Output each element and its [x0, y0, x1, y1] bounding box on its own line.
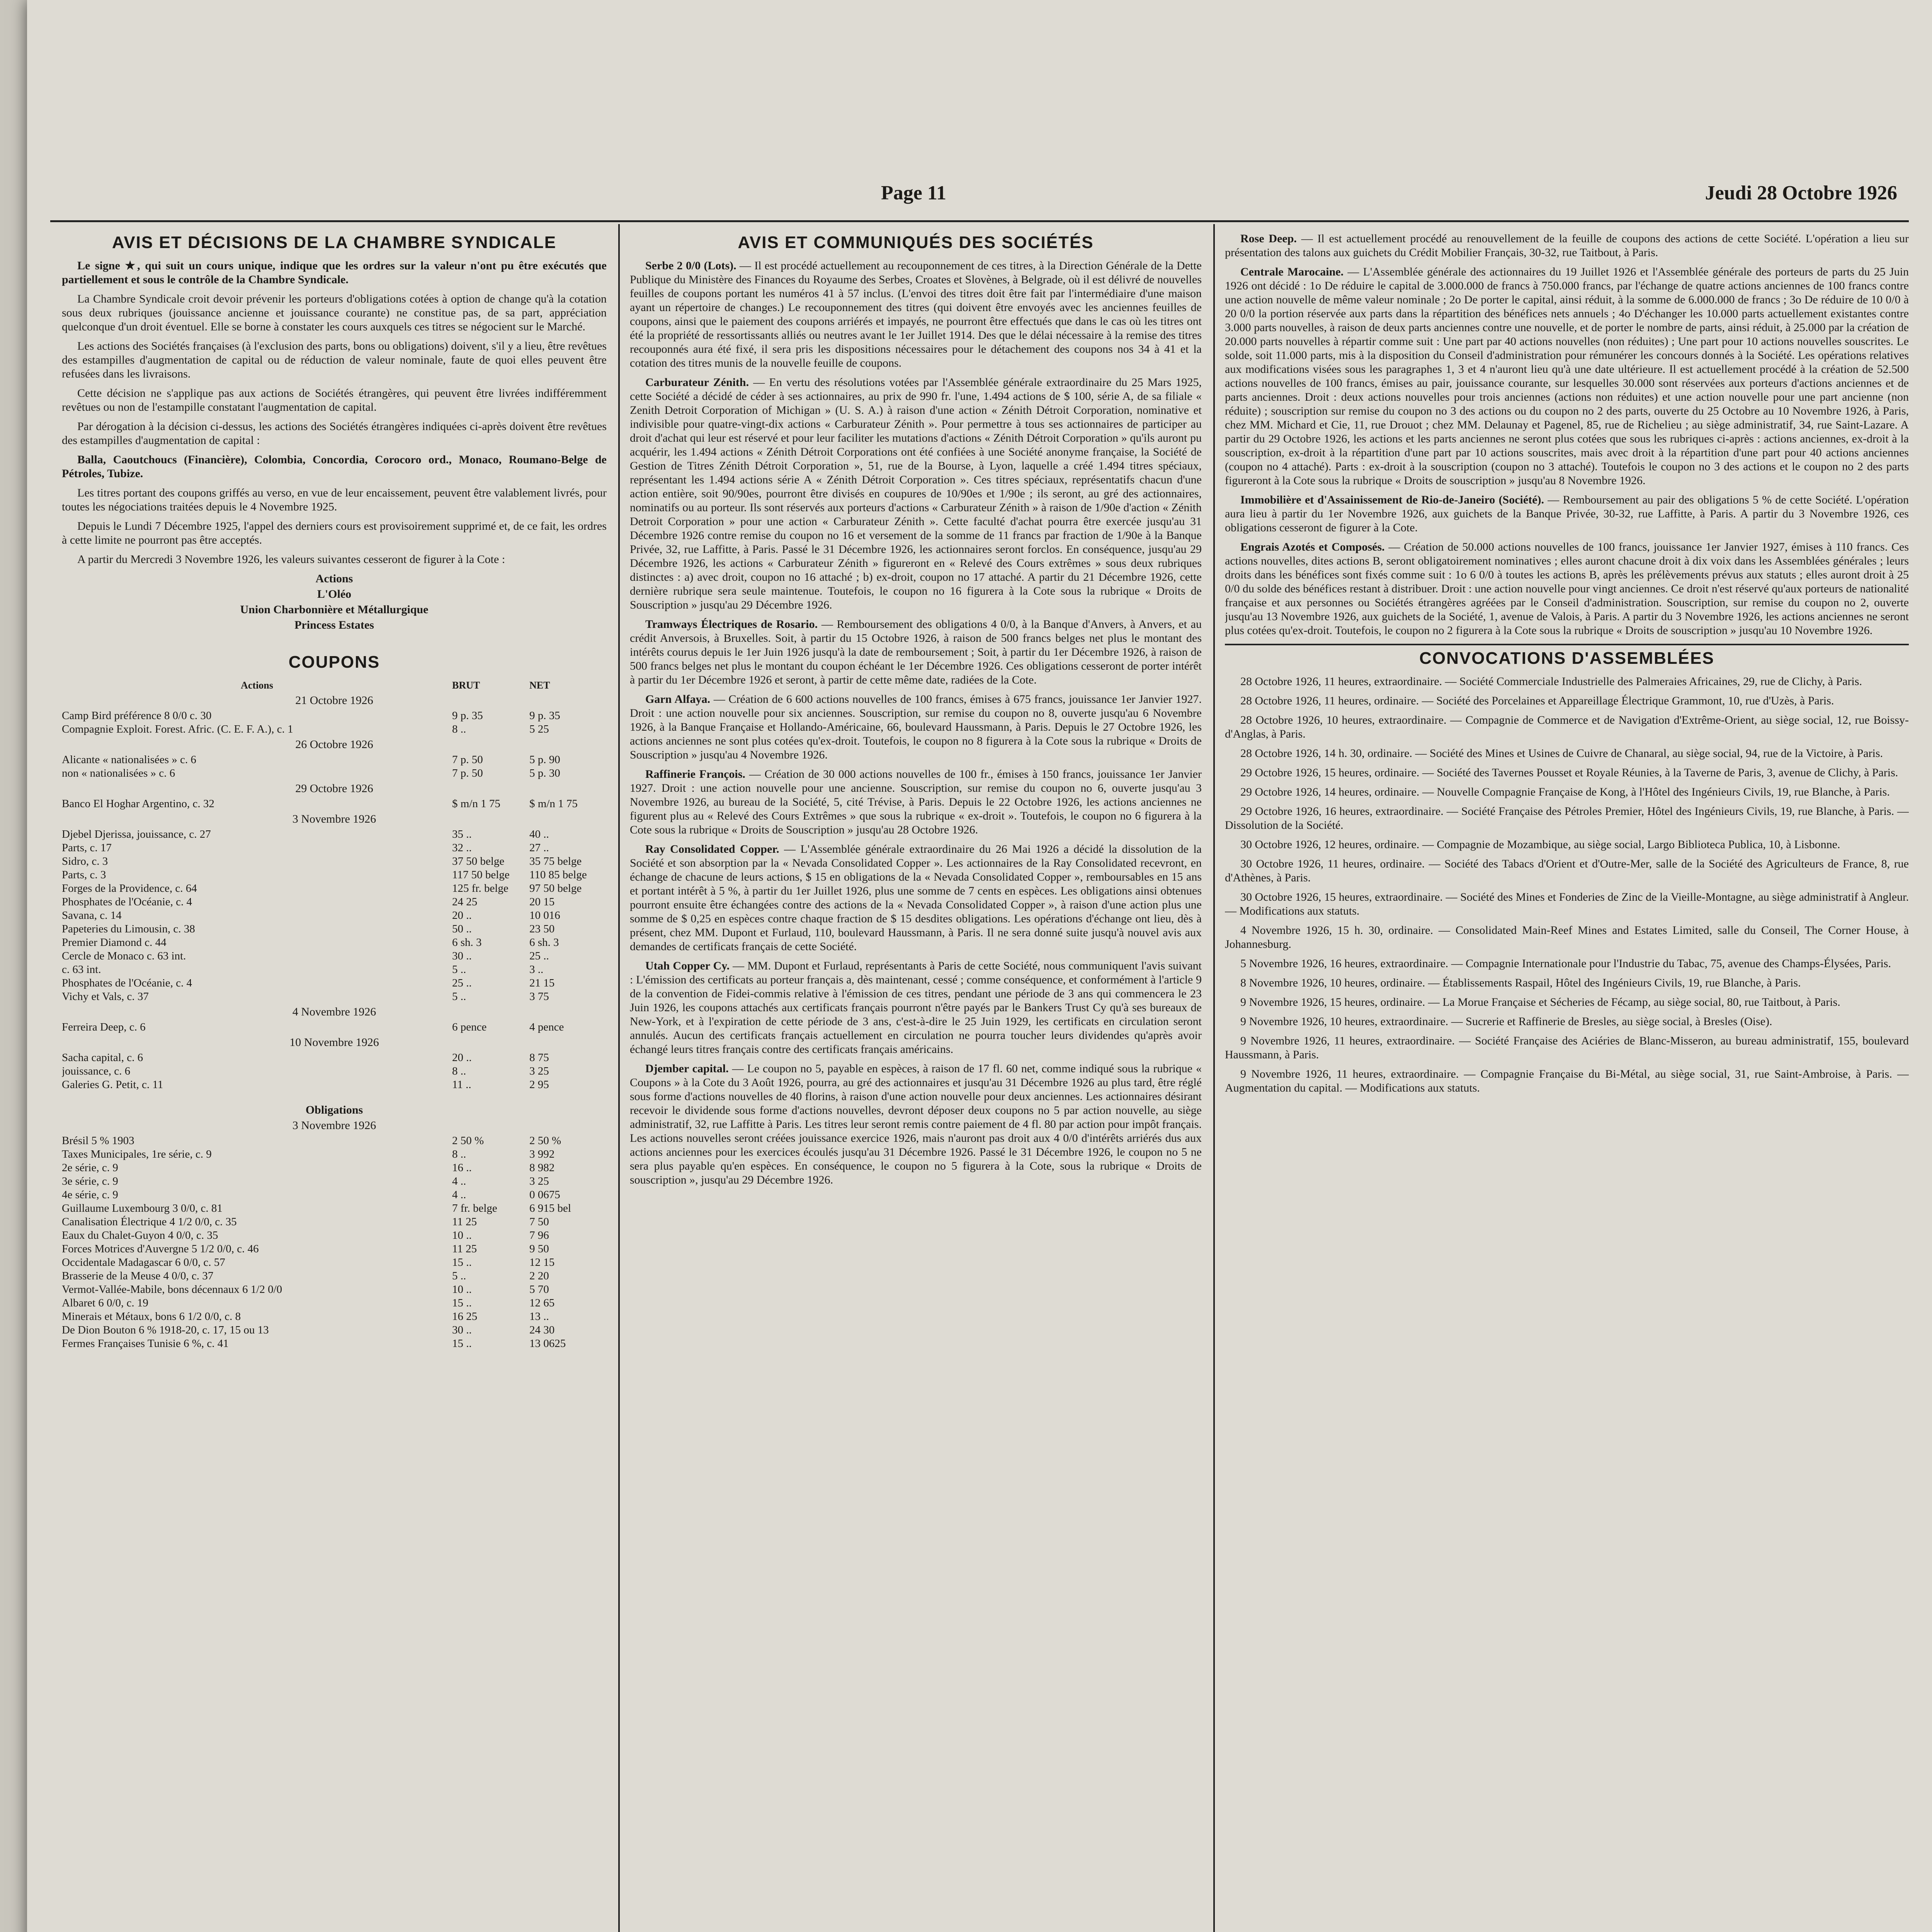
notice-company: Garn Alfaya. [645, 693, 710, 706]
coupon-row: Banco El Hoghar Argentino, c. 32 $ m/n 1 75 $ m/n 1 75 [62, 798, 578, 810]
col-divider-1 [618, 224, 620, 1932]
notice-text: — L'Assemblée générale des actionnaires du 19 Juillet 1926 et l'Assemblée générale des porteurs de parts du 25 Juin 1926 ont décidé : 1o De réduire le capital de 3.000.000 de francs à 750.000 francs, par l'échange de quatre actions anciennes de 100 francs contre une action nouvelle de même valeur nominale ; 2o De porter le capital, ainsi réduit, à la somme de 6.000.000 de francs ; 3o De réduire de 10 0/0 à 20 0/0 la portion réservée aux parts dans la répartition des bénéfices nets annuels ; 4o D'échanger les 10.000 parts actuellement existantes contre 3.000 parts nouvelles, à raison de deux parts anciennes contre une nouvelle, et de porter le nombre de parts, ainsi réduit, à 25.000 par la création de 20.000 parts nouvelles à répartir comme suit : Une part par 40 actions nouvelles (non réduites) ; Une part pour 10 actions nouvelles souscrites. Le solde, soit 11.000 parts, mis à la disposition du Conseil d'administration pour rémunérer les concours donnés à la Société. Les opérations relatives aux modifications visées sous les paragraphes 1, 3 et 4 n'auront lieu qu'à une date ultérieure. Il est actuellement procédé à la création de 52.500 actions nouvelles de 100 francs, émises au pair, jouissance courante, sur lesquelles 30.000 sont réservées aux porteurs d'actions anciennes et de parts anciennes. Droit : deux actions nouvelles pour trois anciennes (actions non réduites) et une action nouvelle pour une part ancienne (non réduite) ; souscription sur remise du coupon no 3 des actions ou du coupon no 2 des parts, ouverte du 25 Octobre au 10 Novembre 1926, à Paris, chez MM. Michard et Cie, 11, rue Drouot ; chez MM. Delaunay et Pagenel, 85, rue de Richelieu ; au siège administratif, 34, rue Saint-Lazare. A partir du 29 Octobre 1926, les actions et les parts anciennes ne seront plus cotées que sous les rubriques ci-après : actions anciennes, ex-droit à la souscription, ex-droit à la répartition d'une part par 10 actions souscrites, mais avec droit à la répartition d'une part pour 40 actions anciennes (coupon no 4 attaché). Parts : ex-droit à la souscription (coupon no 3 attaché). Toutefois le coupon no 3 des actions et le coupon no 2 des parts figureront à la Cote sous la rubrique « Droits de souscription » jusqu'au 8 Novembre 1926. [1225, 265, 1909, 487]
notice-item [630, 617, 1202, 687]
notice-text: — Création de 6 600 actions nouvelles de 100 francs, émises à 675 francs, jouissance 1er Janvier 1927. Droit : une action nouvelle pour six anciennes. Souscription, sur remise du coupon no 8, ouverte jusqu'au 6 Novembre 1926, à la Banque Française et Hollando-Américaine, 66, boulevard Haussmann, à Paris. Depuis le 27 Octobre 1926, les actions anciennes ne sont plus cotées qu'ex-droit. Toutefois, le coupon no 8 figurera à la Cote sous la rubrique « Droits de Souscription » jusqu'au 4 Novembre 1926. [630, 693, 1202, 761]
column-chambre-syndicale [62, 232, 607, 1932]
oblig-coupon-row: Forces Motrices d'Auvergne 5 1/2 0/0, c. 46 11 25 9 50 [62, 1243, 549, 1255]
coupon-row: Galeries G. Petit, c. 11 11 .. 2 95 [62, 1078, 549, 1091]
convocation-item: 4 Novembre 1926, 15 h. 30, ordinaire. — Consolidated Main-Reef Mines and Estates Limited, salle du Conseil, The Corner House, à Johannesburg. [1225, 924, 1909, 951]
oblig-coupon-row: Albaret 6 0/0, c. 19 15 .. 12 65 [62, 1297, 555, 1309]
coupon-date: 3 Novembre 1926 [292, 813, 376, 825]
chambre-paragraph: Balla, Caoutchoucs (Financière), Colombia, Concordia, Corocoro ord., Monaco, Roumano-Belge de Pétroles, Tubize. [62, 453, 607, 480]
notice-text: — Remboursement des obligations 4 0/0, à la Banque d'Anvers, à Anvers, et au crédit Anversois, à Bruxelles. Soit, à partir du 15 Octobre 1926, à raison de 500 francs belges net plus le montant des intérêts courus depuis le 1er Juin 1926 jusqu'à la date de remboursement ; Soit, à partir du 1er Décembre 1926, à raison de 500 francs belges net plus le montant du coupon échéant le 1er Décembre 1926. Ces obligations cesseront de porter intérêt à partir du 1er Décembre 1926 et seront, à partir de cette même date, radiées de la Cote. [630, 618, 1202, 686]
convocation-item: 30 Octobre 1926, 12 heures, ordinaire. — Compagnie de Mozambique, au siège social, Largo Biblioteca Publica, 10, à Lisbonne. [1240, 838, 1840, 851]
coupon-row: Forges de la Providence, c. 64 125 fr. belge 97 50 belge [62, 882, 582, 895]
coupon-row: Parts, c. 3 117 50 belge 110 85 belge [62, 869, 587, 881]
notice-item [1225, 540, 1909, 638]
notice-company: Tramways Électriques de Rosario. [645, 618, 818, 631]
oblig-coupon-row: Fermes Françaises Tunisie 6 %, c. 41 15 .. 13 0625 [62, 1337, 566, 1350]
column-communiques [630, 232, 1202, 1932]
page-header [62, 182, 1897, 209]
coupon-row: Papeteries du Limousin, c. 38 50 .. 23 50 [62, 923, 555, 935]
convocation-item: 5 Novembre 1926, 16 heures, extraordinaire. — Compagnie Internationale pour l'Industrie du Tabac, 75, avenue des Champs-Élysées, Paris. [1240, 957, 1891, 970]
coupon-row: Alicante « nationalisées » c. 6 7 p. 50 5 p. 90 [62, 753, 560, 766]
coupon-row: non « nationalisées » c. 6 7 p. 50 5 p. 30 [62, 767, 560, 779]
convocation-item: 28 Octobre 1926, 14 h. 30, ordinaire. — Société des Mines et Usines de Cuivre de Chanaral, au siège social, 94, rue de la Victoire, à Paris. [1240, 747, 1883, 760]
notice-item [630, 842, 1202, 954]
chambre-syndicale-title: AVIS ET DÉCISIONS DE LA CHAMBRE SYNDICALE [112, 233, 557, 252]
notice-company: Carburateur Zénith. [645, 376, 749, 389]
chambre-paragraph: Le signe ★, qui suit un cours unique, indique que les ordres sur la valeur n'ont pu être exécutés que partiellement et sous le contrôle de la Chambre Syndicale. [62, 259, 607, 286]
coupon-date: 26 Octobre 1926 [295, 738, 373, 751]
coupon-date: 29 Octobre 1926 [295, 782, 373, 795]
notice-company: Rose Deep. [1240, 232, 1297, 245]
previous-page-edge [0, 0, 27, 1932]
coupon-row: c. 63 int. 5 .. 3 .. [62, 963, 544, 976]
convocation-item: 9 Novembre 1926, 15 heures, ordinaire. — La Morue Française et Sécheries de Fécamp, au siège social, 80, rue Taitbout, à Paris. [1240, 996, 1840, 1009]
convocation-item: 28 Octobre 1926, 11 heures, ordinaire. — Société des Porcelaines et Appareillage Électrique Grammont, 10, rue d'Uzès, à Paris. [1240, 694, 1834, 707]
ceased-security: L'Oléo [317, 588, 352, 600]
oblig-coupon-row: De Dion Bouton 6 % 1918-20, c. 17, 15 ou 13 30 .. 24 30 [62, 1324, 555, 1336]
notice-item [630, 959, 1202, 1056]
coupon-row: Sidro, c. 3 37 50 belge 35 75 belge [62, 855, 582, 867]
coupon-row: Compagnie Exploit. Forest. Afric. (C. E. F. A.), c. 1 8 .. 5 25 [62, 723, 549, 735]
convocation-item: 30 Octobre 1926, 11 heures, ordinaire. — Société des Tabacs d'Orient et d'Outre-Mer, salle de la Société des Agriculteurs de France, 8, rue d'Athènes, à Paris. [1225, 857, 1909, 884]
cease-label: Actions [315, 572, 353, 585]
chambre-paragraph: Depuis le Lundi 7 Décembre 1925, l'appel des derniers cours est provisoirement supprimé et, de ce fait, les ordres à cette limite ne pourront pas être acceptés. [62, 520, 607, 546]
coupon-date: 4 Novembre 1926 [292, 1005, 376, 1018]
col-divider-2 [1213, 224, 1215, 1932]
convocations-title: CONVOCATIONS D'ASSEMBLÉES [1419, 649, 1714, 668]
oblig-date: 3 Novembre 1926 [292, 1119, 376, 1132]
chambre-paragraph: Par dérogation à la décision ci-dessus, les actions des Sociétés étrangères indiquées ci-après doivent être revêtues des estampilles d'augmentation de capital : [62, 420, 607, 447]
convocation-item: 29 Octobre 1926, 16 heures, extraordinaire. — Société Française des Pétroles Premier, Hôtel des Ingénieurs Civils, 19, rue Blanche, à Paris. — Dissolution de la Société. [1225, 805, 1909, 832]
convocation-item: 29 Octobre 1926, 14 heures, ordinaire. — Nouvelle Compagnie Française de Kong, à l'Hôtel des Ingénieurs Civils, 19, rue Blanche, à Paris. [1240, 786, 1890, 798]
page-date: Jeudi 28 Octobre 1926 [1705, 182, 1897, 204]
coupon-row: Camp Bird préférence 8 0/0 c. 30 9 p. 35 9 p. 35 [62, 709, 560, 722]
convocation-item: 9 Novembre 1926, 11 heures, extraordinaire. — Société Française des Aciéries de Blanc-Misseron, au bureau administratif, 155, boulevard Haussmann, à Paris. [1225, 1034, 1909, 1061]
notice-company: Raffinerie François. [645, 768, 745, 781]
coupon-row: jouissance, c. 6 8 .. 3 25 [62, 1065, 549, 1077]
top-rule [50, 220, 1909, 222]
oblig-coupon-row: 4e série, c. 9 4 .. 0 0675 [62, 1189, 560, 1201]
notice-text: — MM. Dupont et Furlaud, représentants à Paris de cette Société, nous communiquent l'avis suivant : L'émission des certificats au porteur français a, dès maintenant, cessé ; comme conséquence, et conformément à l'article 9 de la convention de Fidei-commis relative à l'émission de ces titres, pendant une période de 3 ans qui commencera le 23 Juin 1926, les coupons attachés aux certificats français pourront n'être payés par le Bankers Trust Cy qu'à ses bureaux de New-York, et à l'expiration de cette période de 3 ans, c'est-à-dire le 25 Juin 1929, les certificats en circulation seront annulés. Aucun des certificats français actuellement en circulation ne pourra toucher leurs dividendes qu'après avoir échangé leurs titres français contre des certificats français américains. [630, 959, 1202, 1056]
notice-company: Serbe 2 0/0 (Lots). [645, 259, 736, 272]
notice-text: — L'Assemblée générale extraordinaire du 26 Mai 1926 a décidé la dissolution de la Société et son absorption par la « Nevada Consolidated Copper ». Les actionnaires de la Ray Consolidated recevront, en échange de chacune de leurs actions, $ 15 en obligations de la « Nevada Consolidated Copper », remboursables en 15 ans et portant intérêt à 5 %, à partir du 1er Juillet 1926, plus une somme de 7 cents en espèces. Les obligations ainsi obtenues pourront ensuite être échangées contre des actions de la « Nevada Consolidated Copper », à raison d'une action plus une somme de $ 0,25 en espèces contre chaque fraction de $ 15 desdites obligations. Les opérations d'échange ont lieu, dès à présent, chez MM. Dupont et Furlaud, 110, boulevard Haussmann, à Paris. Il ne sera donné suite jusqu'à nouvel avis aux demandes de certificats français de cette Société. [630, 843, 1202, 953]
notice-item [1225, 265, 1909, 488]
coupon-row: Phosphates de l'Océanie, c. 4 24 25 20 15 [62, 896, 555, 908]
notice-item [1225, 493, 1909, 535]
coupon-row: Phosphates de l'Océanie, c. 4 25 .. 21 15 [62, 977, 555, 989]
coupons-title: COUPONS [288, 653, 380, 672]
notice-text: — Remboursement au pair des obligations 5 % de cette Société. L'opération aura lieu à partir du 1er Novembre 1926, aux guichets de la Banque Privée, 30-32, rue Laffitte, à Paris. A partir du 3 Novembre 1926, ces obligations cesseront de figurer à la Cote. [1225, 493, 1909, 534]
notice-company: Utah Copper Cy. [645, 959, 730, 972]
column-communiques-suite [1225, 232, 1909, 1932]
oblig-coupon-row: Minerais et Métaux, bons 6 1/2 0/0, c. 8 16 25 13 .. [62, 1310, 549, 1323]
notice-company: Engrais Azotés et Composés. [1240, 541, 1385, 553]
convocation-item: 29 Octobre 1926, 15 heures, ordinaire. — Société des Tavernes Pousset et Royale Réunies, à la Taverne de Paris, 3, avenue de Clichy, à Paris. [1240, 766, 1898, 779]
coupons-header: Actions BRUT NET [241, 680, 550, 691]
oblig-coupon-row: 2e série, c. 9 16 .. 8 982 [62, 1162, 555, 1174]
oblig-coupon-row: Taxes Municipales, 1re série, c. 9 8 .. 3 992 [62, 1148, 555, 1160]
chambre-paragraph: Les actions des Sociétés françaises (à l'exclusion des parts, bons ou obligations) doivent, s'il y a lieu, être revêtues des estampilles d'augmentation de capital ou de réduction de valeur nominale, faute de quoi elles peuvent être refusées dans les livraisons. [62, 340, 607, 380]
notice-item [630, 259, 1202, 370]
coupon-date: 21 Octobre 1926 [295, 694, 373, 707]
chambre-paragraph: Cette décision ne s'applique pas aux actions de Sociétés étrangères, qui peuvent être livrées indifféremment revêtues ou non de l'estampille constatant l'augmentation de capital. [62, 387, 607, 413]
coupon-row: Parts, c. 17 32 .. 27 .. [62, 842, 549, 854]
page-number: Page 11 [881, 182, 946, 204]
coupon-row: Ferreira Deep, c. 6 6 pence 4 pence [62, 1021, 564, 1033]
notice-item [1225, 232, 1909, 260]
coupon-date: 10 Novembre 1926 [289, 1036, 379, 1049]
ceased-security: Union Charbonnière et Métallurgique [240, 603, 429, 616]
conv-rule [1225, 644, 1909, 645]
chambre-paragraph: Les titres portant des coupons griffés au verso, en vue de leur encaissement, peuvent être valablement livrés, pour toutes les négociations traitées depuis le 4 Novembre 1925. [62, 486, 607, 513]
oblig-coupon-row: Vermot-Vallée-Mabile, bons décennaux 6 1/2 0/0 10 .. 5 70 [62, 1283, 549, 1296]
convocation-item: 28 Octobre 1926, 11 heures, extraordinaire. — Société Commerciale Industrielle des Palmeraies Africaines, 29, rue de Clichy, à Paris. [1240, 675, 1862, 688]
notice-item [630, 376, 1202, 612]
notice-text: — Il est actuellement procédé au renouvellement de la feuille de coupons des actions de cette Société. L'opération a lieu sur présentation des talons aux guichets du Crédit Mobilier Français, 30-32, rue Taitbout, à Paris. [1225, 232, 1909, 259]
notice-company: Djember capital. [645, 1062, 729, 1075]
notice-text: — En vertu des résolutions votées par l'Assemblée générale extraordinaire du 25 Mars 1925, cette Société a décidé de céder à ses actionnaires, au prix de 990 fr. l'une, 1.494 actions de $ 100, série A, de sa filiale « Zenith Detroit Corporation of Michigan » (U. S. A.) à raison d'une action « Zénith Détroit Corporation, nominative et indivisible pour quatre-vingt-dix actions « Carburateur Zénith ». Pour permettre à tous ses actionnaires de participer au droit d'achat qui leur est réservé et pour leur faciliter les mutations d'actions « Zénith Détroit Corporation » qu'ils auront pu acquérir, les 1.494 actions « Zénith Détroit Corporations ont été confiées à une Société anonyme française, la Société de Gestion de Titres Zénith Détroit Corporation », 51, rue de la Bourse, à Lyon, laquelle a créé 1.494 titres spéciaux, représentant les 1.494 actions série A « Zénith Détroit Corporation ». Ces titres spéciaux, représentatifs chacun d'une action entière, soit 90/90es, pourront être divisés en coupures de 10/90es et 1/90e ; ils seront, au gré des actionnaires, nominatifs ou au porteur. Ils sont réservés aux porteurs d'actions « Carburateur Zénith » à raison de 1/90e d'action « Zénith Detroit Corporation » pour une action « Carburateur Zénith ». Cette faculté d'achat pourra être exercée jusqu'au 31 Décembre 1926 contre remise du coupon no 16 et versement de la somme de 11 francs par fraction de 1/90e à la Banque Privée, 32, rue Laffitte, à Paris. Passé le 31 Décembre 1926, les actionnaires seront forclos. En conséquence, jusqu'au 29 Décembre 1926, les actions « Carburateur Zénith » figureront en « Relevé des Cours extrêmes » sous deux rubriques distinctes : a) avec droit, coupon no 16 attaché ; b) ex-droit, coupon no 17 attaché. A partir du 21 Décembre 1926, cette dernière rubrique sera seule maintenue. Toutefois, le coupon no 16 figurera à la Cote sous la rubrique « Droits de Souscription » jusqu'au 29 Décembre 1926. [630, 376, 1202, 611]
newspaper-page [27, 0, 1932, 1932]
chambre-paragraph: A partir du Mercredi 3 Novembre 1926, les valeurs suivantes cesseront de figurer à la Cote : [77, 553, 505, 566]
oblig-label: Obligations [305, 1104, 363, 1116]
oblig-coupon-row: Brasserie de la Meuse 4 0/0, c. 37 5 .. 2 20 [62, 1270, 549, 1282]
communiques-title: AVIS ET COMMUNIQUÉS DES SOCIÉTÉS [738, 233, 1094, 252]
coupon-row: Vichy et Vals, c. 37 5 .. 3 75 [62, 990, 549, 1003]
convocation-item: 28 Octobre 1926, 10 heures, extraordinaire. — Compagnie de Commerce et de Navigation d'Extrême-Orient, au siège social, 12, rue Boissy-d'Anglas, à Paris. [1225, 714, 1909, 740]
notice-company: Ray Consolidated Copper. [645, 843, 779, 855]
notice-item [630, 767, 1202, 837]
oblig-coupon-row: Guillaume Luxembourg 3 0/0, c. 81 7 fr. belge 6 915 bel [62, 1202, 571, 1214]
notice-company: Centrale Marocaine. [1240, 265, 1344, 278]
notice-text: — Création de 50.000 actions nouvelles de 100 francs, jouissance 1er Janvier 1927, émises à 110 francs. Ces actions nouvelles, dites actions B, seront obligatoirement nominatives ; elles auront chacune droit à dix voix dans les Assemblées générales ; leurs droits dans les bénéfices sont fixés comme suit : 1o 6 0/0 à toutes les actions B, après les prélèvements prévus aux statuts ; elles auront droit à 25 0/0 du solde des bénéfices restant à distribuer. Droit : une action nouvelle pour vingt anciennes. Ce droit n'est réservé qu'aux porteurs de nationalité française et aux personnes ou Sociétés étrangères agréées par le Conseil d'administration. Souscription, sur remise du coupon no 2, ouverte jusqu'au 13 Novembre 1926, aux guichets de la Société, 1, avenue de Valois, à Paris. A partir du 3 Novembre 1926, les actions anciennes ne seront plus cotées qu'ex-droit. Toutefois, le coupon no 2 figurera à la Cote sous la rubrique « Droits de souscription » jusqu'au 10 Novembre 1926. [1225, 541, 1909, 637]
notice-item [630, 692, 1202, 762]
coupon-row: Cercle de Monaco c. 63 int. 30 .. 25 .. [62, 950, 549, 962]
ceased-security: Princess Estates [294, 619, 374, 631]
coupon-row: Djebel Djerissa, jouissance, c. 27 35 .. 40 .. [62, 828, 549, 840]
convocation-item: 9 Novembre 1926, 10 heures, extraordinaire. — Sucrerie et Raffinerie de Bresles, au siège social, à Bresles (Oise). [1240, 1015, 1772, 1028]
notice-item [630, 1062, 1202, 1187]
notice-company: Immobilière et d'Assainissement de Rio-de-Janeiro (Société). [1240, 493, 1544, 506]
notice-text: — Il est procédé actuellement au recouponnement de ces titres, à la Direction Générale de la Dette Publique du Ministère des Finances du Royaume des Serbes, Croates et Slovènes, à Belgrade, où il est délivré de nouvelles feuilles de coupons portant les numéros 41 à 57 inclus. (L'envoi des titres doit être fait par l'intermédiaire d'une maison ayant un répertoire de changes.) Le recouponnement des titres (qui doivent être envoyés avec les anciennes feuilles de coupons, ainsi que le paiement des coupons arriérés et impayés, ne pourront être effectués que dans le cas où les titres ont été la propriété de ressortissants alliés ou neutres avant le 1er Juillet 1914. Des que le délai nécessaire à la remise des titres recouponnés aura été fixé, il sera pris les dispositions nécessaires pour le détachement des coupons nos 34 à 41 et la cotation des titres munis de la nouvelle feuille de coupons. [630, 259, 1202, 369]
convocation-item: 30 Octobre 1926, 15 heures, extraordinaire. — Société des Mines et Fonderies de Zinc de la Vieille-Montagne, au siège administratif à Angleur. — Modifications aux statuts. [1225, 891, 1909, 917]
coupon-row: Savana, c. 14 20 .. 10 016 [62, 909, 560, 922]
convocation-item: 8 Novembre 1926, 10 heures, ordinaire. — Établissements Raspail, Hôtel des Ingénieurs Civils, 19, rue Blanche, à Paris. [1240, 976, 1801, 989]
oblig-coupon-row: Eaux du Chalet-Guyon 4 0/0, c. 35 10 .. 7 96 [62, 1229, 549, 1242]
oblig-coupon-row: Brésil 5 % 1903 2 50 % 2 50 % [62, 1134, 561, 1147]
coupon-row: Sacha capital, c. 6 20 .. 8 75 [62, 1051, 549, 1064]
coupon-row: Premier Diamond c. 44 6 sh. 3 6 sh. 3 [62, 936, 559, 949]
notice-text: — Le coupon no 5, payable en espèces, à raison de 17 fl. 60 net, comme indiqué sous la rubrique « Coupons » à la Cote du 3 Août 1926, pourra, au gré des actionnaires et jusqu'au 31 Décembre 1926 au plus tard, être réglé sous forme d'actions nouvelles de 40 florins, à raison d'une action nouvelle pour deux anciennes. Les actionnaires désirant recevoir le dividende sous forme d'actions nouvelles, devront déposer deux coupons no 5 par action nouvelle, au siège administratif, 32, rue Laffitte à Paris. Les titres leur seront remis contre paiement de 4 fl. 80 par action pour impôt français. Les actions nouvelles seront créées jouissance exercice 1926, mais n'auront pas droit aux 4 0/0 d'intérêts arriérés dus aux actions anciennes pour les exercices écoulés jusqu'au 31 Décembre 1926. Passé le 31 Décembre 1926, le coupon no 5 ne sera plus payable qu'en espèces. En conséquence, le coupon no 5 figurera à la Cote, sous la rubrique « Droits de souscription », jusqu'au 29 Décembre 1926. [630, 1062, 1202, 1186]
chambre-paragraph: La Chambre Syndicale croit devoir prévenir les porteurs d'obligations cotées à option de change qu'à la cotation sous deux rubriques (jouissance ancienne et jouissance courante) ne constitue pas, de sa part, appréciation quelconque d'un droit éventuel. Elle se borne à constater les cours auxquels ces titres se négocient sur le Marché. [62, 293, 607, 333]
oblig-coupon-row: Canalisation Électrique 4 1/2 0/0, c. 35 11 25 7 50 [62, 1216, 549, 1228]
oblig-coupon-row: Occidentale Madagascar 6 0/0, c. 57 15 .. 12 15 [62, 1256, 555, 1269]
notice-text: — Création de 30 000 actions nouvelles de 100 fr., émises à 150 francs, jouissance 1er Janvier 1927. Droit : une action nouvelle pour une ancienne. Souscription, sur remise du coupon no 6, ouverte jusqu'au 3 Novembre 1926, au bureau de la Société, 5, cité Trévise, à Paris. Depuis le 22 Octobre 1926, les actions anciennes ne figurent plus au « Relevé des Cours Extrêmes » que sous la rubrique « ex-droit ». Toutefois, le coupon no 6 figurera à la Cote sous la rubrique « Droits de Souscription » jusqu'au 28 Octobre 1926. [630, 768, 1202, 836]
convocation-item: 9 Novembre 1926, 11 heures, extraordinaire. — Compagnie Française du Bi-Métal, au siège social, 31, rue Saint-Ambroise, à Paris. — Augmentation du capital. — Modifications aux statuts. [1225, 1068, 1909, 1094]
oblig-coupon-row: 3e série, c. 9 4 .. 3 25 [62, 1175, 549, 1187]
